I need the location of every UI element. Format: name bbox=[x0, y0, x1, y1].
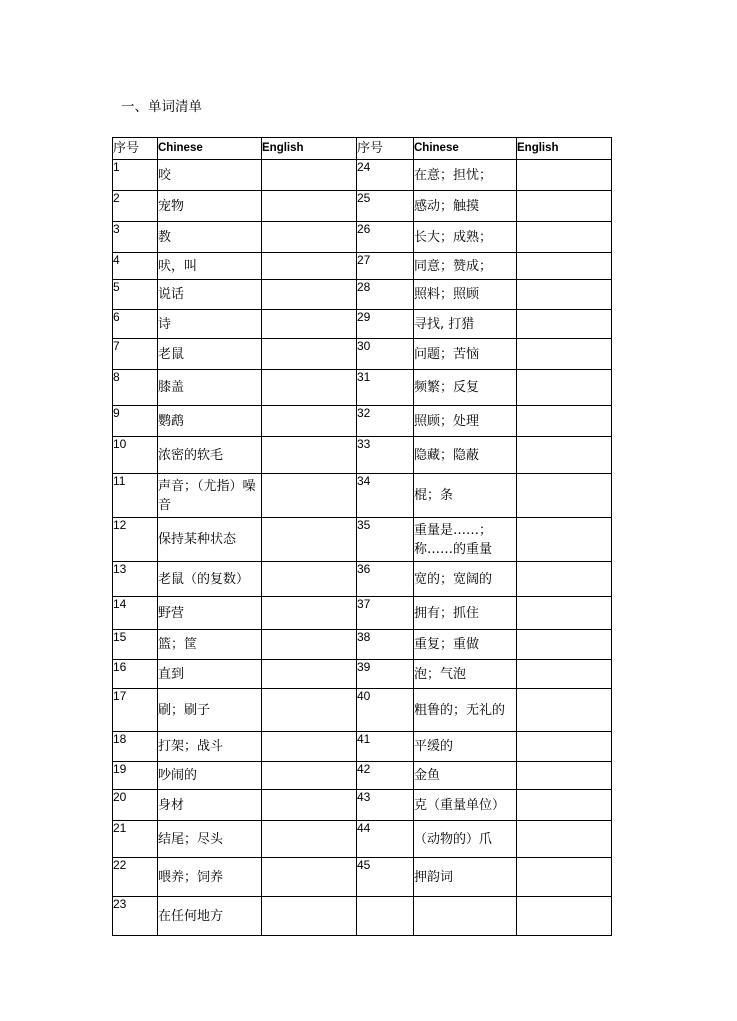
english-answer-cell[interactable] bbox=[517, 253, 612, 280]
table-row bbox=[113, 858, 612, 897]
chinese-cell bbox=[158, 437, 262, 474]
chinese-text: 长大；成熟； bbox=[414, 229, 493, 245]
index-cell bbox=[357, 897, 414, 936]
chinese-text: （动物的）爪 bbox=[414, 831, 493, 847]
chinese-cell bbox=[414, 222, 517, 253]
index-cell: 28 bbox=[357, 280, 414, 310]
vocabulary-table bbox=[112, 137, 612, 936]
chinese-cell bbox=[414, 762, 517, 790]
english-answer-cell[interactable] bbox=[517, 660, 612, 689]
index-cell: 23 bbox=[113, 897, 158, 936]
index-cell: 45 bbox=[357, 858, 414, 897]
english-answer-cell[interactable] bbox=[262, 370, 357, 406]
english-answer-cell[interactable] bbox=[517, 280, 612, 310]
chinese-cell bbox=[158, 222, 262, 253]
chinese-text: 感动；触摸 bbox=[414, 198, 480, 214]
chinese-cell bbox=[414, 897, 517, 936]
chinese-text: 问题；苦恼 bbox=[414, 346, 480, 362]
english-answer-cell[interactable] bbox=[517, 370, 612, 406]
table-row bbox=[113, 821, 612, 858]
chinese-text: 同意；赞成； bbox=[414, 258, 493, 274]
english-answer-cell[interactable] bbox=[517, 562, 612, 597]
chinese-cell bbox=[414, 406, 517, 437]
table-row bbox=[113, 280, 612, 310]
chinese-cell bbox=[158, 689, 262, 732]
chinese-cell bbox=[158, 762, 262, 790]
chinese-cell bbox=[158, 597, 262, 630]
index-cell: 13 bbox=[113, 562, 158, 597]
chinese-cell bbox=[414, 339, 517, 370]
english-answer-cell[interactable] bbox=[262, 897, 357, 936]
chinese-text: 鹦鹉 bbox=[158, 413, 185, 429]
index-cell: 37 bbox=[357, 597, 414, 630]
table-row bbox=[113, 732, 612, 762]
index-cell: 43 bbox=[357, 790, 414, 821]
table-row bbox=[113, 660, 612, 689]
english-answer-cell[interactable] bbox=[262, 280, 357, 310]
chinese-cell bbox=[158, 897, 262, 936]
chinese-text: 在意；担忧； bbox=[414, 167, 493, 183]
index-cell: 4 bbox=[113, 253, 158, 280]
chinese-text: 老鼠 bbox=[158, 346, 185, 362]
chinese-cell bbox=[158, 310, 262, 339]
index-cell: 38 bbox=[357, 630, 414, 660]
chinese-cell bbox=[158, 280, 262, 310]
table-row bbox=[113, 339, 612, 370]
chinese-text: 押韵词 bbox=[414, 869, 454, 885]
chinese-cell bbox=[158, 562, 262, 597]
english-answer-cell[interactable] bbox=[517, 790, 612, 821]
chinese-text: 频繁；反复 bbox=[414, 380, 480, 395]
index-cell: 21 bbox=[113, 821, 158, 858]
english-answer-cell[interactable] bbox=[262, 858, 357, 897]
index-cell: 42 bbox=[357, 762, 414, 790]
chinese-cell bbox=[158, 253, 262, 280]
header-english-left: English bbox=[262, 138, 357, 160]
index-cell: 36 bbox=[357, 562, 414, 597]
table-row bbox=[113, 562, 612, 597]
english-answer-cell[interactable] bbox=[262, 310, 357, 339]
index-cell: 26 bbox=[357, 222, 414, 253]
index-cell: 41 bbox=[357, 732, 414, 762]
english-answer-cell[interactable] bbox=[517, 406, 612, 437]
table-row bbox=[113, 191, 612, 222]
index-cell: 11 bbox=[113, 474, 158, 518]
chinese-text: 照顾；处理 bbox=[414, 413, 480, 429]
table-row bbox=[113, 310, 612, 339]
index-cell: 34 bbox=[357, 474, 414, 518]
chinese-cell bbox=[414, 597, 517, 630]
chinese-cell bbox=[158, 191, 262, 222]
index-cell: 40 bbox=[357, 689, 414, 732]
chinese-text: 身材 bbox=[158, 797, 185, 813]
table-row bbox=[113, 160, 612, 191]
english-answer-cell[interactable] bbox=[517, 897, 612, 936]
header-index-left: 序号 bbox=[113, 138, 158, 160]
table-row bbox=[113, 790, 612, 821]
chinese-cell bbox=[158, 406, 262, 437]
chinese-text: 保持某种状态 bbox=[158, 532, 237, 547]
chinese-cell bbox=[414, 821, 517, 858]
index-cell: 6 bbox=[113, 310, 158, 339]
english-answer-cell[interactable] bbox=[262, 660, 357, 689]
table-row bbox=[113, 597, 612, 630]
english-answer-cell[interactable] bbox=[262, 630, 357, 660]
english-answer-cell[interactable] bbox=[262, 732, 357, 762]
english-answer-cell[interactable] bbox=[262, 160, 357, 191]
chinese-text: 吵闹的 bbox=[158, 768, 198, 783]
chinese-cell bbox=[158, 339, 262, 370]
index-cell: 20 bbox=[113, 790, 158, 821]
chinese-text: 棍；条 bbox=[414, 488, 454, 503]
chinese-text: 重复；重做 bbox=[414, 637, 480, 652]
section-heading: 一、单词清单 bbox=[121, 99, 202, 115]
header-chinese-right: Chinese bbox=[414, 138, 517, 160]
index-cell: 22 bbox=[113, 858, 158, 897]
index-cell: 25 bbox=[357, 191, 414, 222]
chinese-cell bbox=[414, 160, 517, 191]
english-answer-cell[interactable] bbox=[517, 191, 612, 222]
index-cell: 15 bbox=[113, 630, 158, 660]
index-cell: 8 bbox=[113, 370, 158, 406]
index-cell: 14 bbox=[113, 597, 158, 630]
index-cell: 30 bbox=[357, 339, 414, 370]
chinese-cell bbox=[414, 518, 517, 562]
chinese-cell bbox=[414, 858, 517, 897]
chinese-cell bbox=[158, 790, 262, 821]
chinese-cell bbox=[414, 253, 517, 280]
chinese-cell bbox=[414, 437, 517, 474]
index-cell: 39 bbox=[357, 660, 414, 689]
english-answer-cell[interactable] bbox=[262, 518, 357, 562]
english-answer-cell[interactable] bbox=[262, 689, 357, 732]
chinese-text: 结尾；尽头 bbox=[158, 831, 224, 847]
chinese-cell bbox=[158, 732, 262, 762]
index-cell: 9 bbox=[113, 406, 158, 437]
table-row bbox=[113, 406, 612, 437]
index-cell: 2 bbox=[113, 191, 158, 222]
chinese-text: 篮；筐 bbox=[158, 637, 198, 652]
chinese-cell bbox=[158, 474, 262, 518]
english-answer-cell[interactable] bbox=[262, 222, 357, 253]
chinese-cell bbox=[414, 689, 517, 732]
chinese-cell bbox=[414, 630, 517, 660]
english-answer-cell[interactable] bbox=[262, 474, 357, 518]
english-answer-cell[interactable] bbox=[517, 222, 612, 253]
table-row bbox=[113, 630, 612, 660]
chinese-cell bbox=[414, 562, 517, 597]
chinese-text: 打架；战斗 bbox=[158, 739, 224, 754]
chinese-text: 在任何地方 bbox=[158, 908, 224, 924]
chinese-cell bbox=[414, 310, 517, 339]
chinese-cell bbox=[414, 474, 517, 518]
english-answer-cell[interactable] bbox=[517, 310, 612, 339]
table-row bbox=[113, 437, 612, 474]
index-cell: 18 bbox=[113, 732, 158, 762]
english-answer-cell[interactable] bbox=[517, 732, 612, 762]
chinese-cell bbox=[158, 160, 262, 191]
chinese-text: 拥有；抓住 bbox=[414, 605, 480, 621]
index-cell: 33 bbox=[357, 437, 414, 474]
english-answer-cell[interactable] bbox=[517, 858, 612, 897]
chinese-text: 粗鲁的；无礼的 bbox=[414, 702, 506, 718]
index-cell: 12 bbox=[113, 518, 158, 562]
english-answer-cell[interactable] bbox=[517, 597, 612, 630]
english-answer-cell[interactable] bbox=[262, 821, 357, 858]
index-cell: 16 bbox=[113, 660, 158, 689]
chinese-text: 野营 bbox=[158, 605, 185, 621]
chinese-text: 重量是……；称……的重量 bbox=[414, 522, 493, 557]
header-chinese-left: Chinese bbox=[158, 138, 262, 160]
header-english-right: English bbox=[517, 138, 612, 160]
english-answer-cell[interactable] bbox=[262, 191, 357, 222]
english-answer-cell[interactable] bbox=[262, 253, 357, 280]
chinese-cell bbox=[414, 790, 517, 821]
chinese-cell bbox=[414, 191, 517, 222]
chinese-text: 浓密的软毛 bbox=[158, 447, 224, 463]
chinese-cell bbox=[158, 821, 262, 858]
table-row bbox=[113, 474, 612, 518]
chinese-cell bbox=[414, 280, 517, 310]
chinese-cell bbox=[414, 370, 517, 406]
chinese-cell bbox=[158, 660, 262, 689]
index-cell: 44 bbox=[357, 821, 414, 858]
index-cell: 10 bbox=[113, 437, 158, 474]
chinese-text: 声音；（尤指）噪音 bbox=[158, 478, 256, 513]
chinese-text: 膝盖 bbox=[158, 380, 185, 395]
chinese-text: 寻找, 打猎 bbox=[414, 316, 475, 332]
index-cell: 3 bbox=[113, 222, 158, 253]
english-answer-cell[interactable] bbox=[517, 474, 612, 518]
chinese-text: 泡；气泡 bbox=[414, 666, 467, 682]
chinese-text: 喂养；饲养 bbox=[158, 869, 224, 885]
english-answer-cell[interactable] bbox=[262, 437, 357, 474]
english-answer-cell[interactable] bbox=[517, 339, 612, 370]
english-answer-cell[interactable] bbox=[517, 821, 612, 858]
index-cell: 1 bbox=[113, 160, 158, 191]
index-cell: 31 bbox=[357, 370, 414, 406]
english-answer-cell[interactable] bbox=[517, 518, 612, 562]
chinese-text: 教 bbox=[158, 229, 172, 245]
chinese-cell bbox=[414, 732, 517, 762]
english-answer-cell[interactable] bbox=[517, 160, 612, 191]
chinese-cell bbox=[158, 630, 262, 660]
chinese-text: 宠物 bbox=[158, 198, 185, 214]
chinese-text: 照料；照顾 bbox=[414, 287, 480, 302]
english-answer-cell[interactable] bbox=[517, 437, 612, 474]
chinese-text: 金鱼 bbox=[414, 768, 441, 783]
chinese-text: 诗 bbox=[158, 316, 172, 332]
header-index-right: 序号 bbox=[357, 138, 414, 160]
table-row bbox=[113, 222, 612, 253]
chinese-cell bbox=[158, 518, 262, 562]
table-header-row bbox=[113, 138, 612, 160]
english-answer-cell[interactable] bbox=[262, 339, 357, 370]
table-row bbox=[113, 897, 612, 936]
chinese-text: 吠，叫 bbox=[158, 258, 198, 274]
chinese-text: 克（重量单位） bbox=[414, 797, 506, 813]
chinese-text: 直到 bbox=[158, 666, 185, 682]
english-answer-cell[interactable] bbox=[262, 562, 357, 597]
table-row bbox=[113, 762, 612, 790]
index-cell: 7 bbox=[113, 339, 158, 370]
index-cell: 17 bbox=[113, 689, 158, 732]
chinese-text: 说话 bbox=[158, 287, 185, 302]
index-cell: 35 bbox=[357, 518, 414, 562]
table-row bbox=[113, 253, 612, 280]
chinese-text: 刷；刷子 bbox=[158, 702, 211, 718]
index-cell: 19 bbox=[113, 762, 158, 790]
english-answer-cell[interactable] bbox=[517, 630, 612, 660]
table-row bbox=[113, 370, 612, 406]
chinese-text: 宽的；宽阔的 bbox=[414, 571, 493, 587]
index-cell: 24 bbox=[357, 160, 414, 191]
english-answer-cell[interactable] bbox=[517, 689, 612, 732]
chinese-text: 老鼠（的复数） bbox=[158, 571, 250, 587]
table-row bbox=[113, 689, 612, 732]
english-answer-cell[interactable] bbox=[262, 597, 357, 630]
chinese-text: 咬 bbox=[158, 167, 172, 183]
english-answer-cell[interactable] bbox=[262, 762, 357, 790]
chinese-cell bbox=[414, 660, 517, 689]
index-cell: 27 bbox=[357, 253, 414, 280]
table-row bbox=[113, 518, 612, 562]
index-cell: 5 bbox=[113, 280, 158, 310]
index-cell: 29 bbox=[357, 310, 414, 339]
english-answer-cell[interactable] bbox=[262, 406, 357, 437]
chinese-text: 平缓的 bbox=[414, 739, 454, 754]
english-answer-cell[interactable] bbox=[262, 790, 357, 821]
english-answer-cell[interactable] bbox=[517, 762, 612, 790]
chinese-cell bbox=[158, 370, 262, 406]
table-body bbox=[113, 160, 612, 936]
chinese-text: 隐藏；隐蔽 bbox=[414, 447, 480, 463]
index-cell: 32 bbox=[357, 406, 414, 437]
chinese-cell bbox=[158, 858, 262, 897]
